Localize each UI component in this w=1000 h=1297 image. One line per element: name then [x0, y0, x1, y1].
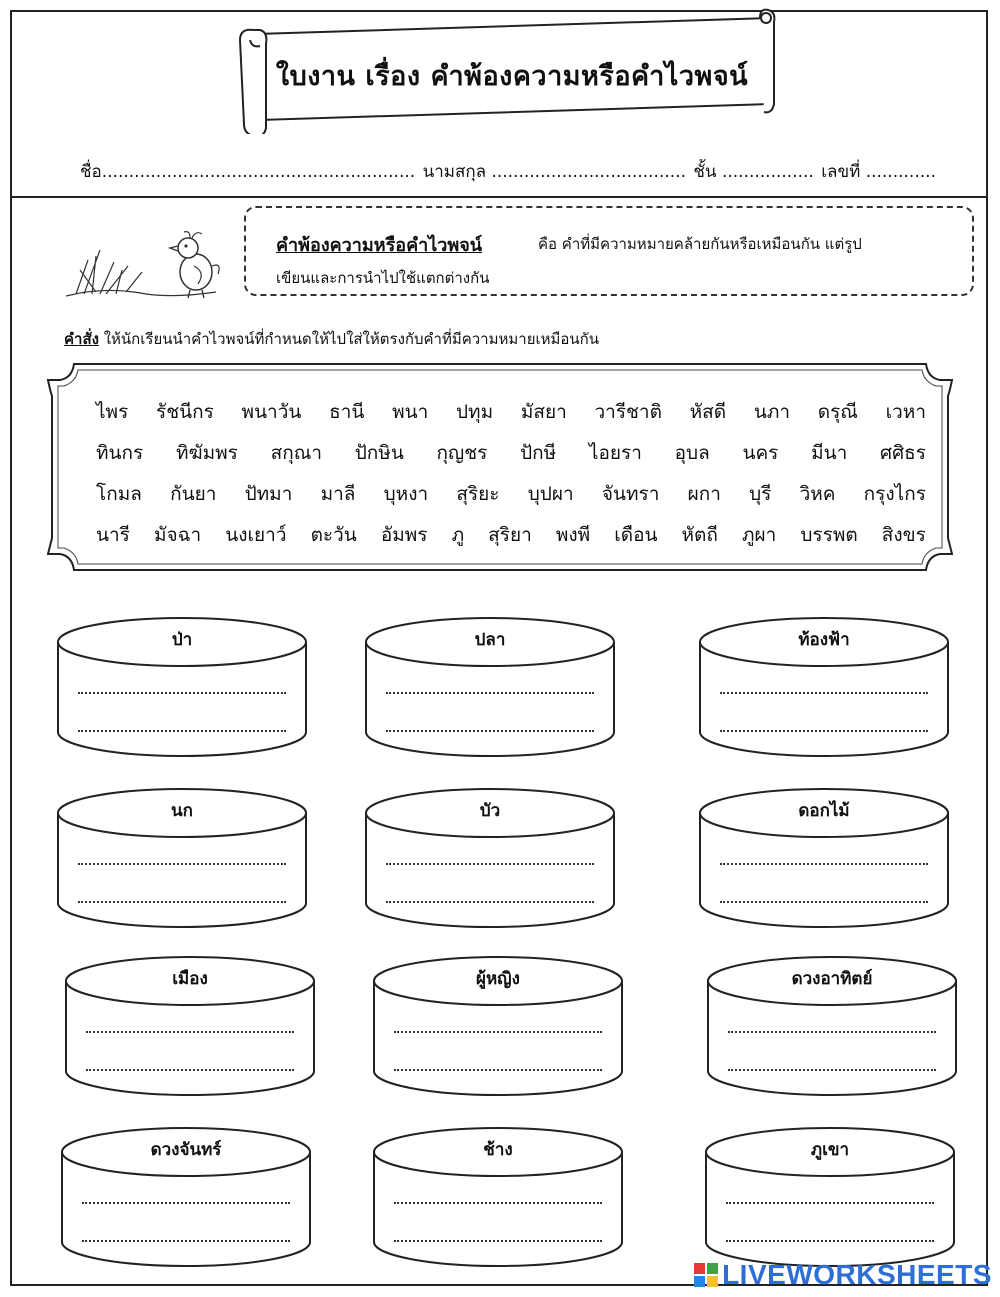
word[interactable]: บุหงา	[383, 483, 429, 505]
answer-line[interactable]	[726, 1240, 934, 1242]
answer-line[interactable]	[386, 692, 594, 694]
word[interactable]: บุปผา	[527, 483, 574, 505]
word[interactable]: นคร	[742, 442, 779, 464]
answer-line[interactable]	[394, 1069, 602, 1071]
word[interactable]: ดรุณี	[817, 401, 858, 423]
category-label: ปลา	[474, 630, 506, 650]
answer-line[interactable]	[386, 901, 594, 903]
answer-line[interactable]	[394, 1240, 602, 1242]
number-field[interactable]: เลขที่ .............	[821, 162, 936, 182]
word[interactable]: ไพร	[96, 401, 129, 423]
word[interactable]: ผกา	[687, 483, 721, 505]
word[interactable]: มาลี	[320, 483, 356, 505]
answer-line[interactable]	[78, 730, 286, 732]
class-field[interactable]: ชั้น .................	[693, 162, 814, 182]
category-label: ดอกไม้	[798, 801, 850, 821]
answer-line[interactable]	[394, 1031, 602, 1033]
answer-line[interactable]	[720, 730, 928, 732]
word[interactable]: ปักษิน	[354, 442, 404, 464]
instruction	[64, 327, 599, 351]
word[interactable]: ภูผา	[741, 524, 777, 546]
category-label: ช้าง	[483, 1140, 513, 1160]
answer-line[interactable]	[720, 901, 928, 903]
answer-line[interactable]	[726, 1202, 934, 1204]
word[interactable]: หัสดี	[689, 401, 727, 423]
word[interactable]: มัจฉา	[153, 524, 202, 546]
category-box	[704, 1122, 956, 1272]
category-label: ภูเขา	[810, 1140, 850, 1160]
category-label: ผู้หญิง	[476, 969, 520, 989]
name-field[interactable]: ชื่อ..........................................................	[80, 162, 416, 182]
word[interactable]: อัมพร	[380, 524, 428, 546]
liveworksheets-logo	[694, 1259, 992, 1291]
word-bank-row-4	[96, 520, 926, 550]
word[interactable]: พนา	[392, 401, 429, 423]
answer-line[interactable]	[86, 1069, 294, 1071]
page-title: ใบงาน เรื่อง คำพ้องความหรือคำไวพจน์	[275, 61, 749, 92]
answer-line[interactable]	[86, 1031, 294, 1033]
category-box	[698, 783, 950, 933]
category-label: เมือง	[172, 969, 208, 989]
word[interactable]: พนาวัน	[241, 401, 302, 423]
instruction-text: ให้นักเรียนนำคำไวพจน์ที่กำหนดให้ไปใส่ให้ตรงกับคำที่มีความหมายเหมือนกัน	[103, 330, 599, 348]
word[interactable]: ปทุม	[456, 401, 494, 423]
answer-line[interactable]	[82, 1202, 290, 1204]
category-label: ท้องฟ้า	[798, 630, 850, 650]
word[interactable]: ศศิธร	[880, 442, 926, 464]
answer-line[interactable]	[720, 692, 928, 694]
category-box	[364, 783, 616, 933]
word[interactable]: ปัทมา	[244, 483, 293, 505]
word[interactable]: กรุงไกร	[863, 483, 926, 505]
word-bank-row-1	[96, 397, 926, 427]
category-box	[56, 783, 308, 933]
header-divider	[10, 196, 988, 198]
definition-text-line1: คือ คำที่มีความหมายคล้ายกันหรือเหมือนกัน แต่รูป	[538, 235, 862, 253]
word[interactable]: บรรพต	[800, 524, 858, 546]
category-box	[706, 951, 958, 1101]
word[interactable]: วารีชาติ	[594, 401, 662, 423]
answer-line[interactable]	[78, 692, 286, 694]
answer-line[interactable]	[386, 863, 594, 865]
word[interactable]: ธานี	[329, 401, 365, 423]
answer-line[interactable]	[82, 1240, 290, 1242]
answer-line[interactable]	[720, 863, 928, 865]
word[interactable]: อุบล	[674, 442, 710, 464]
word[interactable]: มัสยา	[520, 401, 567, 423]
category-box	[60, 1122, 312, 1272]
word[interactable]: ปักษี	[520, 442, 557, 464]
word[interactable]: กันยา	[170, 483, 217, 505]
instruction-label: คำสั่ง	[64, 330, 99, 348]
word[interactable]: โกมล	[96, 483, 142, 505]
word[interactable]: ทินกร	[96, 442, 144, 464]
answer-line[interactable]	[386, 730, 594, 732]
answer-line[interactable]	[728, 1069, 936, 1071]
word[interactable]: นภา	[753, 401, 791, 423]
word[interactable]: เดือน	[614, 524, 658, 546]
category-label: นก	[171, 801, 193, 821]
category-label: ดวงจันทร์	[150, 1140, 222, 1160]
category-box	[64, 951, 316, 1101]
word[interactable]: ตะวัน	[310, 524, 357, 546]
word[interactable]: จันทรา	[601, 483, 660, 505]
word[interactable]: ทิฆัมพร	[175, 442, 238, 464]
category-box	[56, 612, 308, 762]
word[interactable]: ไอยรา	[588, 442, 642, 464]
word[interactable]: เวหา	[885, 401, 926, 423]
category-box	[372, 951, 624, 1101]
word[interactable]: สกุณา	[270, 442, 322, 464]
category-label: บัว	[479, 801, 501, 821]
word[interactable]: รัชนีกร	[156, 401, 214, 423]
answer-line[interactable]	[394, 1202, 602, 1204]
category-box	[364, 612, 616, 762]
word[interactable]: สิงขร	[881, 524, 926, 546]
answer-line[interactable]	[78, 863, 286, 865]
definition-text-line2: เขียนและการนำไปใช้แตกต่างกัน	[276, 269, 490, 287]
category-label: ป่า	[171, 630, 193, 650]
word[interactable]: สุริยา	[488, 524, 532, 546]
word[interactable]: สุริยะ	[456, 483, 500, 505]
word[interactable]: นารี	[96, 524, 130, 546]
surname-field[interactable]: นามสกุล ....................................	[422, 162, 686, 182]
word[interactable]: พงพี	[555, 524, 591, 546]
definition-term: คำพ้องความหรือคำไวพจน์	[276, 235, 483, 256]
category-box	[372, 1122, 624, 1272]
answer-line[interactable]	[78, 901, 286, 903]
word[interactable]: หัตถี	[681, 524, 718, 546]
word[interactable]: บุรี	[749, 483, 772, 505]
logo-cubes-icon	[694, 1263, 718, 1287]
category-label: ดวงอาทิตย์	[791, 969, 873, 989]
word[interactable]: นงเยาว์	[225, 524, 287, 546]
category-box	[698, 612, 950, 762]
word[interactable]: มีนา	[811, 442, 848, 464]
word[interactable]: ภู	[451, 524, 465, 546]
answer-line[interactable]	[728, 1031, 936, 1033]
logo-text: LIVEWORKSHEETS	[722, 1259, 992, 1290]
bird-grass-illustration	[66, 226, 226, 306]
word[interactable]: วิหค	[799, 483, 836, 505]
word[interactable]: กุญชร	[436, 442, 488, 464]
word-bank-row-2	[96, 438, 926, 468]
word-bank-row-3	[96, 479, 926, 509]
student-info-line	[80, 158, 938, 185]
